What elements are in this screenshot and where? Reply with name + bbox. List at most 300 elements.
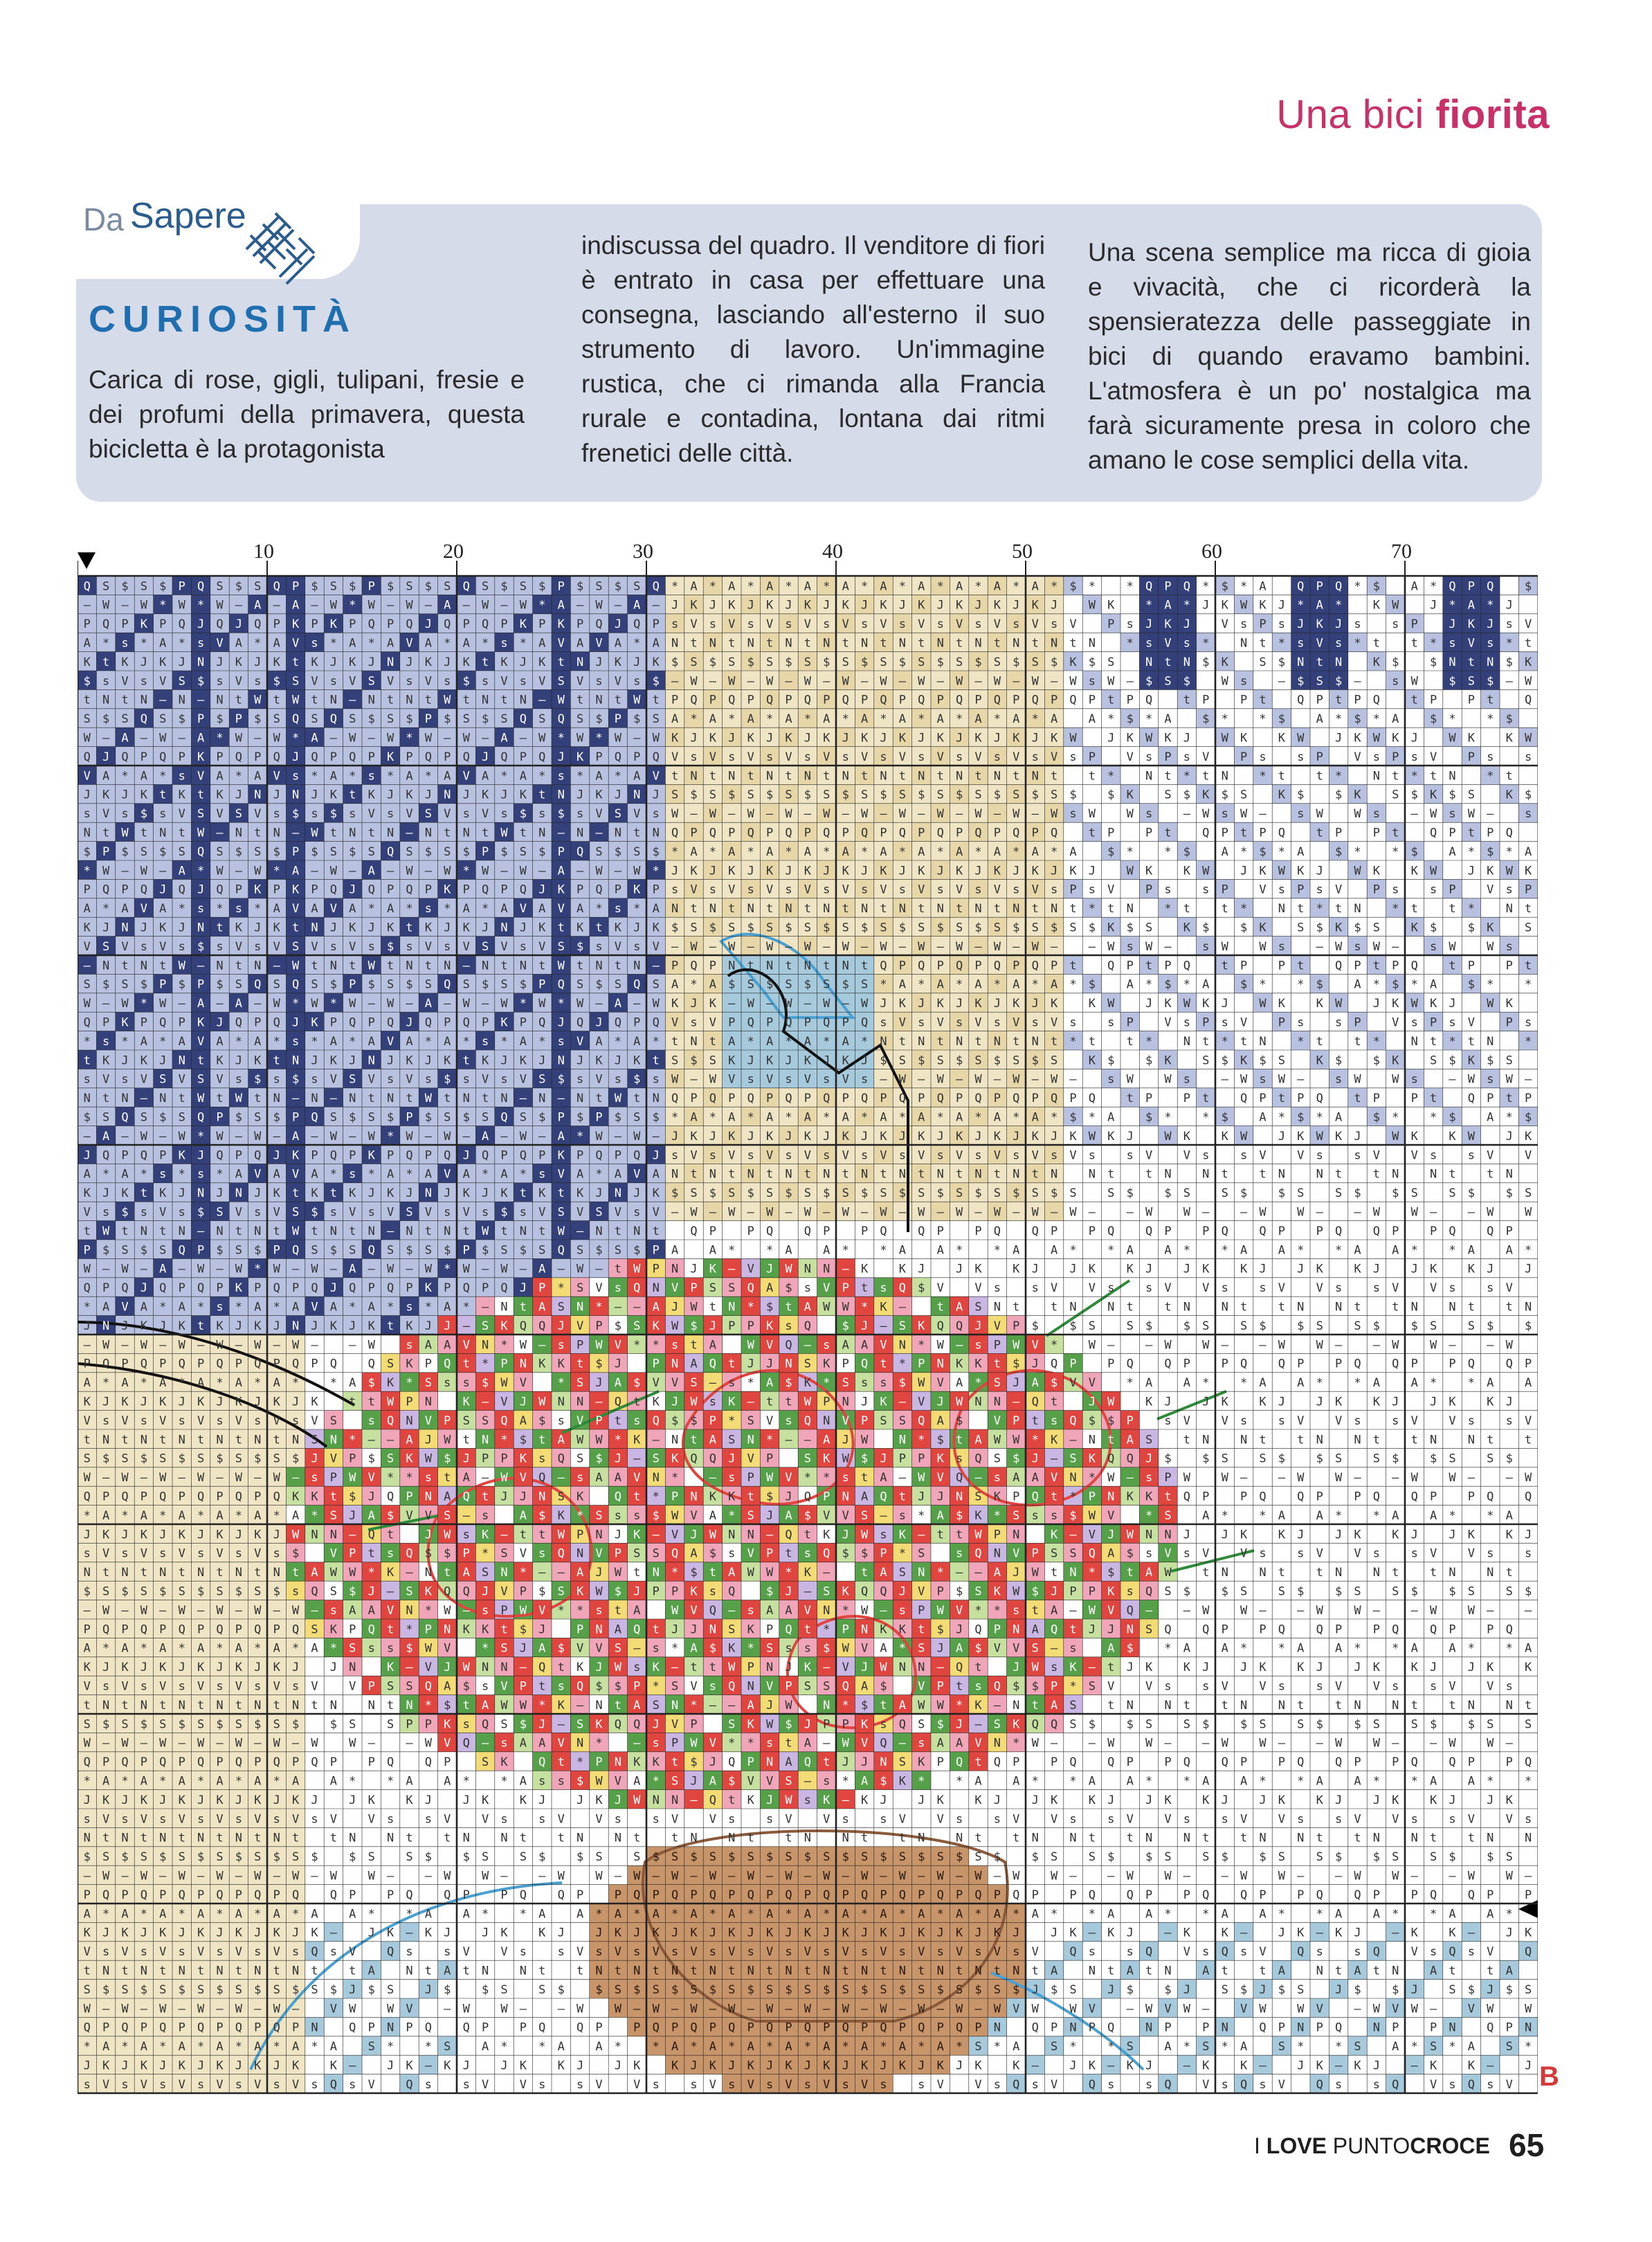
chart-symbol: P <box>179 750 185 764</box>
chart-symbol: s <box>1051 617 1058 631</box>
chart-symbol: * <box>1240 579 1247 593</box>
chart-symbol: W <box>102 599 110 613</box>
chart-symbol: P <box>595 750 602 764</box>
chart-symbol: K <box>425 656 433 669</box>
chart-symbol: P <box>1202 694 1209 707</box>
chart-symbol: s <box>1069 750 1076 764</box>
chart-symbol: * <box>368 636 375 650</box>
chart-symbol: J <box>880 731 887 745</box>
chart-symbol: $ <box>387 579 394 593</box>
chart-symbol: * <box>216 731 223 745</box>
chart-symbol: S <box>1051 788 1058 802</box>
chart-symbol: W <box>538 731 546 745</box>
chart-symbol: K <box>1373 599 1381 613</box>
chart-symbol: * <box>842 712 849 726</box>
chart-symbol: $ <box>1335 674 1342 688</box>
chart-symbol: N <box>482 694 489 707</box>
chart-symbol: N <box>558 788 565 802</box>
chart-symbol: $ <box>690 788 697 802</box>
chart-symbol: t <box>1259 694 1266 707</box>
chart-symbol: J <box>1449 617 1455 631</box>
chart-symbol: $ <box>1449 674 1455 688</box>
chart-symbol: * <box>1335 712 1342 726</box>
chart-symbol: s <box>1013 617 1019 631</box>
chart-symbol: V <box>1032 617 1039 631</box>
chart-symbol: * <box>1013 579 1019 593</box>
chart-symbol: $ <box>577 579 583 593</box>
chart-symbol: s <box>1335 636 1342 650</box>
chart-symbol: A <box>482 769 489 783</box>
chart-symbol: P <box>140 750 147 764</box>
chart-symbol: S <box>671 788 678 802</box>
chart-symbol: t <box>974 769 981 783</box>
chart-symbol: P <box>1430 694 1437 707</box>
chart-symbol: $ <box>880 788 887 802</box>
chart-symbol: K <box>520 617 527 631</box>
chart-symbol: Q <box>633 617 640 631</box>
chart-symbol: P <box>1240 750 1247 764</box>
chart-symbol: W <box>1392 599 1399 613</box>
chart-symbol: $ <box>1278 712 1285 726</box>
chart-symbol: J <box>254 656 261 669</box>
chart-symbol: V <box>709 750 716 764</box>
chart-symbol: W <box>1107 674 1115 688</box>
chart-symbol: J <box>102 750 109 764</box>
chart-symbol: A <box>595 769 602 783</box>
chart-symbol: S <box>368 674 375 688</box>
chart-symbol: Q <box>444 617 451 631</box>
column-number-10: 10 <box>253 540 274 563</box>
chart-symbol: * <box>823 579 830 593</box>
chart-symbol: K <box>140 617 148 631</box>
chart-symbol: – <box>538 694 546 707</box>
chart-symbol: $ <box>785 656 792 669</box>
chart-symbol: K <box>84 656 91 669</box>
chart-symbol: K <box>709 731 717 745</box>
chart-symbol: J <box>482 750 489 764</box>
chart-symbol: K <box>1354 788 1361 802</box>
chart-symbol: W <box>615 731 622 745</box>
chart-symbol: t <box>1411 636 1418 650</box>
chart-symbol: K <box>1202 788 1210 802</box>
chart-symbol: P <box>330 750 337 764</box>
chart-symbol: $ <box>311 579 318 593</box>
chart-symbol: J <box>520 656 527 669</box>
chart-symbol: * <box>235 769 242 783</box>
chart-symbol: t <box>766 636 773 650</box>
chart-symbol: – <box>387 599 394 613</box>
chart-symbol: W <box>254 694 262 707</box>
chart-symbol: s <box>595 674 602 688</box>
chart-symbol: S <box>500 712 507 726</box>
chart-symbol: t <box>671 769 678 783</box>
chart-symbol: Q <box>880 694 887 707</box>
chart-symbol: t <box>1316 769 1323 783</box>
chart-symbol: $ <box>482 712 489 726</box>
chart-symbol: – <box>861 674 869 688</box>
column-number-70: 70 <box>1391 540 1412 563</box>
chart-symbol: N <box>406 694 412 707</box>
chart-symbol: V <box>121 674 128 688</box>
chart-symbol: s <box>520 674 527 688</box>
chart-symbol: s <box>1392 674 1399 688</box>
chart-symbol: P <box>1051 694 1058 707</box>
chart-symbol: K <box>880 599 887 613</box>
chart-symbol: s <box>823 617 830 631</box>
chart-symbol: P <box>84 617 91 631</box>
chart-symbol: * <box>937 579 944 593</box>
chart-symbol: K <box>595 788 603 802</box>
chart-symbol: W <box>842 674 850 688</box>
chart-symbol: A <box>444 769 451 783</box>
chart-symbol: t <box>425 694 432 707</box>
chart-symbol: s <box>671 617 678 631</box>
chart-symbol: N <box>974 636 981 650</box>
chart-symbol: J <box>197 617 204 631</box>
chart-symbol: P <box>197 712 204 726</box>
chart-symbol: S <box>994 656 1001 669</box>
chart-symbol: s <box>330 674 337 688</box>
chart-symbol: $ <box>766 788 773 802</box>
chart-symbol: * <box>804 712 811 726</box>
chart-symbol: Q <box>653 750 660 764</box>
chart-symbol: $ <box>1297 788 1304 802</box>
chart-symbol: Q <box>728 694 735 707</box>
chart-symbol: S <box>254 579 261 593</box>
chart-symbol: – <box>520 731 527 745</box>
chart-symbol: J <box>1183 617 1190 631</box>
chart-symbol: P <box>463 617 470 631</box>
chart-symbol: A <box>690 579 697 593</box>
chart-symbol: K <box>368 788 376 802</box>
chart-symbol: Q <box>273 579 280 593</box>
chart-symbol: N <box>1051 636 1058 650</box>
chart-symbol: J <box>1032 731 1039 745</box>
chart-symbol: t <box>197 788 204 802</box>
chart-symbol: * <box>444 636 451 650</box>
chart-symbol: s <box>728 750 735 764</box>
chart-symbol: S <box>728 656 735 669</box>
chart-symbol: * <box>197 599 204 613</box>
chart-symbol: Q <box>653 579 660 593</box>
chart-symbol: K <box>577 750 584 764</box>
chart-symbol: K <box>918 599 925 613</box>
chart-symbol: * <box>520 636 527 650</box>
chart-symbol: s <box>121 636 128 650</box>
chart-symbol: – <box>671 674 679 688</box>
chart-symbol: P <box>121 617 128 631</box>
chart-symbol: V <box>937 750 944 764</box>
chart-symbol: * <box>747 579 754 593</box>
chart-symbol: * <box>1430 636 1437 650</box>
chart-symbol: P <box>709 694 716 707</box>
chart-symbol: N <box>102 694 109 707</box>
chart-symbol: S <box>785 788 792 802</box>
chart-symbol: W <box>349 731 356 745</box>
chart-symbol: A <box>785 712 792 726</box>
chart-symbol: J <box>1013 599 1019 613</box>
chart-symbol: W <box>520 599 527 613</box>
chart-symbol: $ <box>1051 656 1058 669</box>
chart-symbol: P <box>1013 694 1019 707</box>
chart-symbol: s <box>1506 617 1513 631</box>
chart-symbol: * <box>918 712 925 726</box>
chart-symbol: $ <box>1107 788 1114 802</box>
chart-symbol: N <box>1089 636 1096 650</box>
chart-symbol: V <box>728 617 735 631</box>
chart-symbol: J <box>500 788 507 802</box>
chart-symbol: t <box>1430 769 1437 783</box>
chart-symbol: K <box>1316 617 1324 631</box>
chart-symbol: Q <box>956 694 963 707</box>
chart-symbol: – <box>709 674 717 688</box>
chart-symbol: s <box>140 674 147 688</box>
chart-symbol: K <box>1468 731 1476 745</box>
chart-symbol: s <box>1449 636 1455 650</box>
chart-symbol: s <box>1487 636 1494 650</box>
chart-symbol: t <box>1335 694 1342 707</box>
chart-symbol: s <box>197 636 204 650</box>
chart-symbol: A <box>235 636 242 650</box>
chart-symbol: S <box>1164 674 1171 688</box>
chart-symbol: A <box>254 599 261 613</box>
chart-symbol: N <box>387 656 394 669</box>
chart-symbol: K <box>1032 599 1040 613</box>
chart-symbol: * <box>1222 712 1228 726</box>
chart-symbol: S <box>84 712 91 726</box>
chart-symbol: t <box>899 769 906 783</box>
chart-symbol: A <box>463 636 470 650</box>
chart-symbol: s <box>406 674 412 688</box>
chart-symbol: V <box>1069 617 1076 631</box>
chart-symbol: Q <box>1145 579 1152 593</box>
chart-symbol: $ <box>842 788 849 802</box>
chart-symbol: – <box>1051 674 1058 688</box>
chart-symbol: S <box>653 712 660 726</box>
chart-symbol: K <box>179 788 186 802</box>
chart-symbol: V <box>899 750 906 764</box>
chart-symbol: J <box>633 656 640 669</box>
chart-symbol: S <box>1164 788 1171 802</box>
chart-symbol: J <box>292 750 299 764</box>
chart-symbol: V <box>558 636 565 650</box>
chart-symbol: – <box>140 731 148 745</box>
chart-symbol: * <box>1127 579 1134 593</box>
chart-symbol: N <box>956 769 963 783</box>
chart-symbol: V <box>653 769 660 783</box>
chart-symbol: P <box>349 617 356 631</box>
chart-symbol: K <box>235 656 243 669</box>
chart-symbol: A <box>804 579 811 593</box>
chart-symbol: J <box>235 788 242 802</box>
chart-symbol: t <box>1069 636 1076 650</box>
chart-symbol: K <box>1107 599 1115 613</box>
chart-symbol: K <box>615 656 622 669</box>
chart-symbol: P <box>159 617 166 631</box>
chart-symbol: A <box>444 599 451 613</box>
chart-symbol: S <box>1013 788 1019 802</box>
chart-symbol: S <box>140 579 147 593</box>
chart-symbol: * <box>1032 712 1039 726</box>
chart-symbol: t <box>1468 656 1475 669</box>
chart-symbol: $ <box>1069 579 1076 593</box>
chart-symbol: t <box>1411 694 1418 707</box>
chart-symbol: V <box>292 636 299 650</box>
chart-symbol: J <box>709 599 716 613</box>
chart-symbol: N <box>785 636 792 650</box>
chart-symbol: A <box>121 731 128 745</box>
chart-symbol: S <box>595 579 602 593</box>
chart-symbol: V <box>842 617 849 631</box>
chart-symbol: – <box>577 599 584 613</box>
chart-symbol: S <box>482 579 489 593</box>
chart-symbol: K <box>823 731 830 745</box>
chart-symbol: – <box>463 599 471 613</box>
chart-symbol: s <box>1259 750 1266 764</box>
chart-symbol: V <box>349 674 356 688</box>
chart-symbol: W <box>463 731 471 745</box>
chart-symbol: K <box>520 788 527 802</box>
chart-symbol: A <box>861 712 868 726</box>
chart-symbol: $ <box>1145 674 1152 688</box>
chart-symbol: – <box>785 674 792 688</box>
chart-symbol: s <box>842 750 849 764</box>
chart-symbol: s <box>216 674 223 688</box>
chart-symbol: – <box>368 731 376 745</box>
chart-symbol: J <box>1183 731 1190 745</box>
cross-stitch-icon <box>238 208 321 291</box>
chart-symbol: V <box>1222 617 1228 631</box>
chart-symbol: W <box>140 599 148 613</box>
chart-symbol: s <box>994 750 1001 764</box>
chart-symbol: t <box>1506 769 1513 783</box>
chart-symbol: A <box>140 769 147 783</box>
chart-symbol: * <box>1259 712 1266 726</box>
chart-symbol: J <box>671 599 678 613</box>
chart-symbol: $ <box>1430 712 1437 726</box>
chart-symbol: P <box>633 750 640 764</box>
chart-symbol: P <box>671 694 678 707</box>
chart-symbol: $ <box>918 788 925 802</box>
chart-symbol: V <box>1468 636 1475 650</box>
chart-symbol: N <box>1240 636 1247 650</box>
chart-symbol: * <box>349 599 356 613</box>
chart-symbol: K <box>273 656 281 669</box>
chart-symbol: W <box>1240 599 1248 613</box>
chart-symbol: * <box>1145 599 1152 613</box>
chart-symbol: Q <box>1335 579 1342 593</box>
chart-symbol: $ <box>1222 788 1228 802</box>
chart-symbol: P <box>1316 750 1323 764</box>
chart-symbol: $ <box>595 712 602 726</box>
chart-symbol: * <box>1430 579 1437 593</box>
chart-symbol: $ <box>1222 579 1228 593</box>
chart-symbol: A <box>615 636 621 650</box>
chart-symbol: S <box>387 712 394 726</box>
chart-symbol: W <box>216 599 224 613</box>
chart-symbol: t <box>1392 769 1399 783</box>
chart-symbol: * <box>500 769 507 783</box>
chart-symbol: N <box>577 656 583 669</box>
chart-symbol: V <box>615 674 621 688</box>
chart-symbol: Q <box>216 617 223 631</box>
chart-symbol: Q <box>1145 694 1152 707</box>
chart-symbol: A <box>558 599 565 613</box>
chart-symbol: N <box>1183 656 1190 669</box>
chart-symbol: – <box>349 694 356 707</box>
chart-symbol: – <box>482 731 489 745</box>
chart-symbol: S <box>577 712 583 726</box>
chart-symbol: W <box>1525 674 1532 688</box>
chart-symbol: K <box>197 750 205 764</box>
chart-symbol: K <box>1222 656 1229 669</box>
chart-symbol: t <box>842 636 849 650</box>
chart-symbol: N <box>671 636 678 650</box>
chart-symbol: $ <box>1506 712 1513 726</box>
chart-symbol: P <box>1316 694 1323 707</box>
chart-symbol: Q <box>84 579 91 593</box>
chart-symbol: N <box>633 788 640 802</box>
chart-symbol: V <box>671 750 678 764</box>
chart-symbol: N <box>520 694 527 707</box>
chart-symbol: – <box>1127 674 1134 688</box>
chart-symbol: J <box>1051 599 1058 613</box>
chart-symbol: * <box>1127 636 1134 650</box>
chart-symbol: K <box>330 617 338 631</box>
chart-symbol: J <box>1297 617 1304 631</box>
chart-symbol: P <box>1089 750 1096 764</box>
chart-symbol: A <box>1089 712 1096 726</box>
chart-symbol: t <box>463 694 470 707</box>
chart-symbol: $ <box>1183 674 1190 688</box>
chart-symbol: – <box>1278 674 1286 688</box>
chart-symbol: J <box>918 731 925 745</box>
chart-symbol: s <box>368 769 375 783</box>
chart-symbol: – <box>235 599 243 613</box>
chart-symbol: A <box>728 579 735 593</box>
chart-symbol: K <box>1278 788 1286 802</box>
chart-symbol: * <box>1411 769 1418 783</box>
chart-symbol: $ <box>804 788 811 802</box>
chart-symbol: t <box>121 694 128 707</box>
chart-symbol: $ <box>1032 788 1039 802</box>
chart-symbol: S <box>880 656 887 669</box>
chart-symbol: s <box>804 750 811 764</box>
chart-symbol: A <box>974 712 981 726</box>
chart-symbol: Q <box>1373 694 1380 707</box>
chart-symbol: $ <box>823 656 830 669</box>
chart-symbol: P <box>538 617 545 631</box>
chart-symbol: W <box>1069 674 1077 688</box>
chart-symbol: J <box>615 788 621 802</box>
chart-symbol: P <box>235 712 242 726</box>
chart-symbol: W <box>956 674 963 688</box>
chart-symbol: * <box>1107 712 1114 726</box>
chart-symbol: $ <box>633 712 640 726</box>
chart-symbol: * <box>709 579 716 593</box>
chart-symbol: W <box>406 599 413 613</box>
chart-symbol: V <box>538 674 545 688</box>
chart-symbol: * <box>538 769 545 783</box>
chart-symbol: $ <box>1525 579 1532 593</box>
chart-symbol: V <box>861 750 868 764</box>
chart-symbol: * <box>1487 599 1494 613</box>
chart-symbol: K <box>1506 731 1514 745</box>
chart-symbol: W <box>387 731 394 745</box>
chart-symbol: $ <box>1089 656 1096 669</box>
chart-symbol: V <box>311 674 318 688</box>
chart-symbol: V <box>1164 636 1171 650</box>
